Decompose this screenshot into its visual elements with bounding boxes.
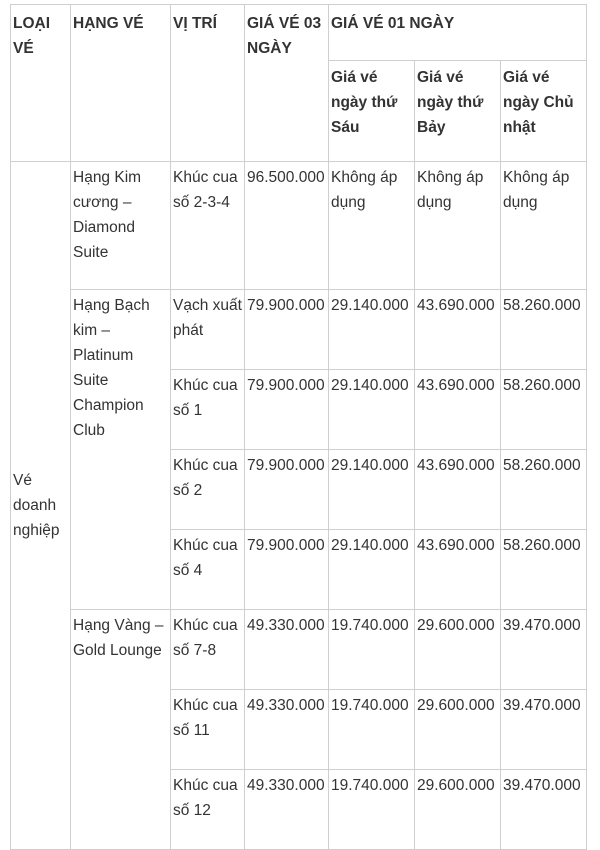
gia-thu-bay-cell: 29.600.000 xyxy=(415,610,501,690)
header-row-1 xyxy=(11,5,587,61)
gia-thu-sau-cell: 29.140.000 xyxy=(329,450,415,530)
vi-tri-cell: Khúc cua số 1 xyxy=(171,370,245,450)
gia-3-ngay-cell: 79.900.000 xyxy=(245,450,329,530)
table-row xyxy=(11,162,587,290)
vi-tri-cell: Khúc cua số 4 xyxy=(171,530,245,610)
gia-chu-nhat-cell: 39.470.000 xyxy=(501,690,587,770)
header-loai-ve: LOẠI VÉ xyxy=(11,5,71,162)
vi-tri-cell: Khúc cua số 2 xyxy=(171,450,245,530)
hang-ve-gold: Hạng Vàng – Gold Lounge xyxy=(71,610,171,850)
gia-thu-bay-cell: 29.600.000 xyxy=(415,690,501,770)
gia-3-ngay-cell: 79.900.000 xyxy=(245,530,329,610)
gia-3-ngay-cell: 96.500.000 xyxy=(245,162,329,290)
vi-tri-cell: Khúc cua số 2-3-4 xyxy=(171,162,245,290)
header-gia-1-ngay: GIÁ VÉ 01 NGÀY xyxy=(329,5,587,61)
vi-tri-cell: Khúc cua số 11 xyxy=(171,690,245,770)
hang-ve-diamond: Hạng Kim cương – Diamond Suite xyxy=(71,162,171,290)
gia-chu-nhat-cell: 58.260.000 xyxy=(501,370,587,450)
gia-thu-sau-cell: 19.740.000 xyxy=(329,610,415,690)
gia-thu-bay-cell: 43.690.000 xyxy=(415,370,501,450)
table-row xyxy=(11,290,587,370)
vi-tri-cell: Khúc cua số 12 xyxy=(171,770,245,850)
gia-thu-sau-cell: 19.740.000 xyxy=(329,690,415,770)
vi-tri-cell: Khúc cua số 7-8 xyxy=(171,610,245,690)
gia-3-ngay-cell: 49.330.000 xyxy=(245,770,329,850)
gia-thu-sau-cell: 29.140.000 xyxy=(329,370,415,450)
gia-chu-nhat-cell: 58.260.000 xyxy=(501,530,587,610)
header-hang-ve: HẠNG VÉ xyxy=(71,5,171,162)
gia-thu-sau-cell: 19.740.000 xyxy=(329,770,415,850)
gia-thu-bay-cell: Không áp dụng xyxy=(415,162,501,290)
gia-thu-sau-cell: 29.140.000 xyxy=(329,530,415,610)
header-thu-sau: Giá vé ngày thứ Sáu xyxy=(329,61,415,162)
gia-thu-bay-cell: 29.600.000 xyxy=(415,770,501,850)
gia-chu-nhat-cell: 39.470.000 xyxy=(501,770,587,850)
gia-3-ngay-cell: 49.330.000 xyxy=(245,690,329,770)
table-row xyxy=(11,610,587,690)
loai-ve-cell: Vé doanh nghiệp xyxy=(11,162,71,850)
ticket-price-table xyxy=(10,4,587,850)
gia-thu-sau-cell: Không áp dụng xyxy=(329,162,415,290)
gia-3-ngay-cell: 79.900.000 xyxy=(245,290,329,370)
gia-thu-bay-cell: 43.690.000 xyxy=(415,290,501,370)
gia-3-ngay-cell: 49.330.000 xyxy=(245,610,329,690)
gia-thu-bay-cell: 43.690.000 xyxy=(415,530,501,610)
ticket-price-table-container xyxy=(10,4,587,850)
header-gia-3-ngay: GIÁ VÉ 03 NGÀY xyxy=(245,5,329,162)
hang-ve-platinum: Hạng Bạch kim – Platinum Suite Champion Club xyxy=(71,290,171,610)
gia-chu-nhat-cell: 39.470.000 xyxy=(501,610,587,690)
gia-thu-bay-cell: 43.690.000 xyxy=(415,450,501,530)
gia-thu-sau-cell: 29.140.000 xyxy=(329,290,415,370)
vi-tri-cell: Vạch xuất phát xyxy=(171,290,245,370)
gia-3-ngay-cell: 79.900.000 xyxy=(245,370,329,450)
gia-chu-nhat-cell: 58.260.000 xyxy=(501,450,587,530)
gia-chu-nhat-cell: 58.260.000 xyxy=(501,290,587,370)
header-chu-nhat: Giá vé ngày Chủ nhật xyxy=(501,61,587,162)
gia-chu-nhat-cell: Không áp dụng xyxy=(501,162,587,290)
header-thu-bay: Giá vé ngày thứ Bảy xyxy=(415,61,501,162)
header-vi-tri: VỊ TRÍ xyxy=(171,5,245,162)
